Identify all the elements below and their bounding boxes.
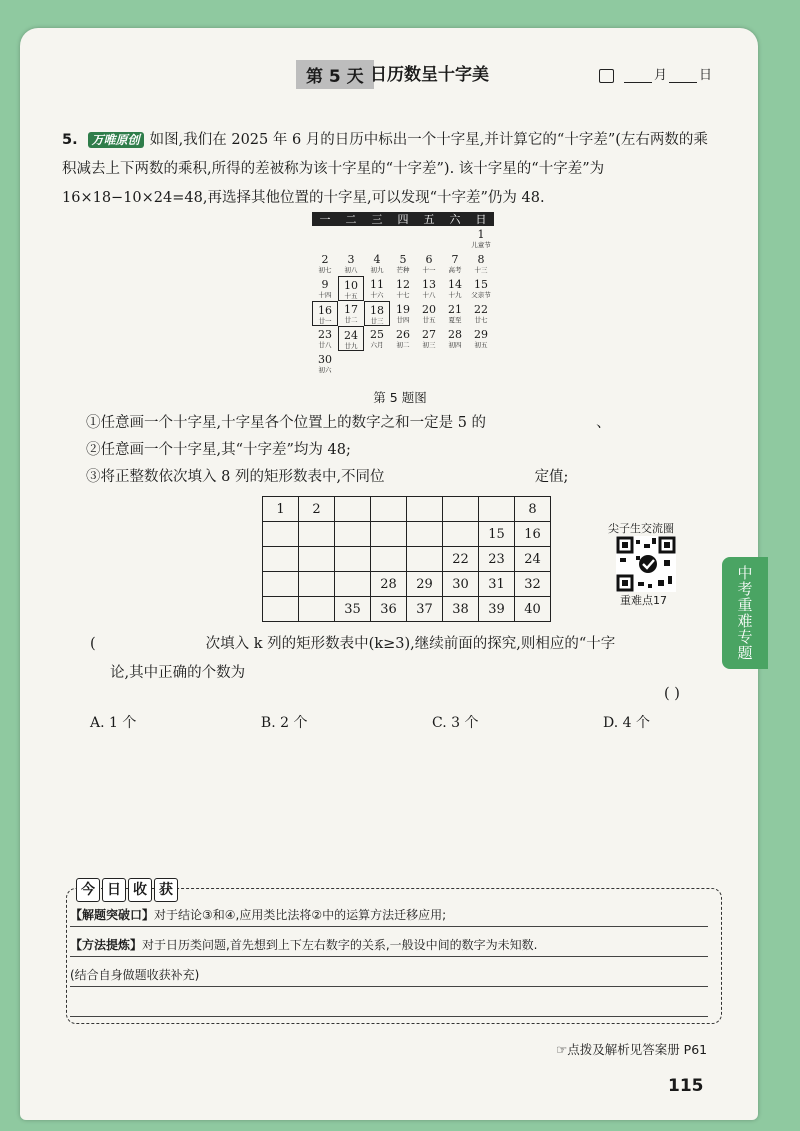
table-cell: [299, 597, 335, 622]
calendar-day-cell: [416, 251, 442, 276]
table-cell: 39: [479, 597, 515, 622]
lunar-label: 十四: [318, 291, 332, 299]
table-cell: [263, 572, 299, 597]
problem-text: [62, 126, 722, 213]
day-number: 17: [344, 303, 358, 316]
table-cell: [263, 522, 299, 547]
number-table: [262, 496, 551, 622]
lunar-label: 廿二: [344, 316, 358, 324]
table-cell: 35: [335, 597, 371, 622]
calendar-day-cell: [312, 276, 338, 301]
day-number: 15: [474, 278, 488, 291]
day-number: 5: [399, 253, 407, 266]
summary-line-1: 【解题突破口】对于结论③和④,应用类比法将②中的运算方法迁移应用;: [70, 904, 708, 927]
calendar-day-cell: [442, 251, 468, 276]
table-cell: [299, 522, 335, 547]
date-field: [599, 64, 712, 83]
summary-title: 今 日 收 获: [76, 878, 178, 902]
lunar-label: 初四: [448, 341, 462, 349]
lunar-label: 廿三: [370, 317, 384, 325]
calendar-day-cell: [468, 276, 494, 301]
table-cell: 24: [515, 547, 551, 572]
statement-3: ③将正整数依次填入 8 列的矩形数表中,不同位 定值;: [86, 469, 569, 485]
lunar-label: 十一: [422, 266, 436, 274]
lunar-label: 初七: [318, 266, 332, 274]
answer-blank[interactable]: ( ): [664, 686, 680, 702]
table-cell: [371, 497, 407, 522]
table-cell: 16: [515, 522, 551, 547]
calendar-day-cell: [390, 226, 416, 251]
lunar-label: 廿四: [396, 316, 410, 324]
calendar-day-cell: [442, 301, 468, 326]
calendar-day-cell: [416, 226, 442, 251]
calendar-day-cell: [364, 251, 390, 276]
calendar-day-cell: [390, 251, 416, 276]
day-number: 27: [422, 328, 436, 341]
weekday-label: 二: [345, 213, 357, 226]
weekday-label: 日: [475, 213, 487, 226]
table-cell: 32: [515, 572, 551, 597]
table-cell: [299, 572, 335, 597]
calendar-day-cell: [416, 276, 442, 301]
weekday-label: 四: [397, 213, 409, 226]
day-number: 2: [321, 253, 329, 266]
table-cell: 15: [479, 522, 515, 547]
day-number: 16: [318, 304, 332, 317]
lunar-label: 初八: [344, 266, 358, 274]
calendar-day-cell: [338, 326, 364, 351]
statements: [86, 410, 726, 491]
calendar-day-cell: [364, 226, 390, 251]
calendar-day-cell: [338, 301, 364, 326]
calendar-week-row: [312, 226, 494, 251]
calendar-week-row: [312, 276, 494, 301]
calendar-day-cell: [468, 226, 494, 251]
day-number: 24: [344, 329, 358, 342]
calendar-day-cell: [442, 326, 468, 351]
lunar-label: 六月: [370, 341, 384, 349]
lunar-label: 十六: [370, 291, 384, 299]
problem-body: 如图,我们在 2025 年 6 月的日历中标出一个十字星,并计算它的“十字差”(左右两数的乘积减去上下两数的乘积,所得的差被称为该十字星的“十字差”). 该十字星的“十字差”为 16×18−10×24=48,再选择其他位置的十字星,可以发现“十字差”仍为 48.: [62, 132, 708, 206]
weekday-label: 五: [423, 213, 435, 226]
statement-2: ②任意画一个十字星,其“十字差”均为 48;: [86, 442, 351, 458]
calendar-day-cell: [416, 351, 442, 376]
table-cell: 1: [263, 497, 299, 522]
table-cell: 30: [443, 572, 479, 597]
calendar-day-cell: [468, 301, 494, 326]
table-cell: 38: [443, 597, 479, 622]
lunar-label: 芒种: [396, 266, 410, 274]
lunar-label: 高考: [448, 266, 462, 274]
calendar-day-cell: [338, 276, 364, 301]
day-number: 25: [370, 328, 384, 341]
lunar-label: 夏至: [448, 316, 462, 324]
lunar-label: 儿童节: [471, 241, 491, 249]
choice-a[interactable]: A. 1 个: [90, 715, 137, 731]
calendar-day-cell: [312, 301, 338, 326]
day-number: 19: [396, 303, 410, 316]
table-cell: [407, 547, 443, 572]
table-row: [263, 572, 551, 597]
calendar-day-cell: [364, 301, 390, 326]
lunar-label: 父亲节: [471, 291, 491, 299]
lunar-label: 初三: [422, 341, 436, 349]
answer-reference: ☞点拨及解析见答案册 P61: [556, 1042, 708, 1057]
calendar-day-cell: [312, 326, 338, 351]
choice-d[interactable]: D. 4 个: [603, 715, 650, 731]
summary-line-2: 【方法提炼】对于日历类问题,首先想到上下左右数字的关系,一般设中间的数字为未知数.: [70, 934, 708, 957]
calendar-day-cell: [338, 351, 364, 376]
table-cell: [335, 547, 371, 572]
calendar-day-cell: [312, 251, 338, 276]
calendar-day-cell: [468, 351, 494, 376]
day-number: 4: [373, 253, 381, 266]
summary-line-4[interactable]: [70, 994, 708, 1017]
summary-line-3[interactable]: (结合自身做题收获补充): [70, 964, 708, 987]
calendar-week-row: [312, 326, 494, 351]
table-cell: [299, 547, 335, 572]
lunar-label: 廿五: [422, 316, 436, 324]
day-number: 23: [318, 328, 332, 341]
day-number: 13: [422, 278, 436, 291]
table-cell: 8: [515, 497, 551, 522]
calendar-weekday-header: [312, 212, 494, 226]
table-cell: [479, 497, 515, 522]
table-cell: [407, 497, 443, 522]
table-row: [263, 522, 551, 547]
answer-choices: [90, 712, 650, 732]
day-number: 10: [344, 279, 358, 292]
table-row: [263, 547, 551, 572]
day-number: 1: [477, 228, 485, 241]
calendar-day-cell: [442, 276, 468, 301]
table-cell: 23: [479, 547, 515, 572]
lunar-label: 十九: [448, 291, 462, 299]
calendar-day-cell: [312, 226, 338, 251]
calendar-week-row: [312, 301, 494, 326]
table-cell: [263, 597, 299, 622]
table-cell: [371, 522, 407, 547]
day-number: 29: [474, 328, 488, 341]
table-cell: [443, 497, 479, 522]
statement-4: ( 次填入 k 列的矩形数表中(k≥3),继续前面的探究,则相应的“十字 论,其中正确的个数为: [90, 636, 616, 681]
day-title: 日历数呈十字美: [370, 65, 489, 85]
day-number: 12: [396, 278, 410, 291]
calendar-day-cell: [364, 326, 390, 351]
day-number: 3: [347, 253, 355, 266]
table-cell: 37: [407, 597, 443, 622]
calendar-day-cell: [468, 326, 494, 351]
day-number: 11: [370, 278, 384, 291]
choice-b[interactable]: B. 2 个: [260, 715, 308, 731]
table-cell: 2: [299, 497, 335, 522]
calendar-day-cell: [442, 226, 468, 251]
page-header: [270, 56, 720, 86]
calendar-day-cell: [390, 351, 416, 376]
calendar-check-icon: [599, 69, 614, 83]
lunar-label: 廿七: [474, 316, 488, 324]
lunar-label: 初二: [396, 341, 410, 349]
day-number: 8: [477, 253, 485, 266]
qr-code-icon[interactable]: [616, 536, 676, 592]
lunar-label: 初九: [370, 266, 384, 274]
day-number: 14: [448, 278, 462, 291]
lunar-label: 廿一: [318, 317, 332, 325]
page-number: 115: [668, 1076, 704, 1096]
lunar-label: 十五: [344, 292, 358, 300]
lunar-label: 廿九: [344, 342, 358, 350]
day-number: 20: [422, 303, 436, 316]
day-number: 26: [396, 328, 410, 341]
lunar-label: 十八: [422, 291, 436, 299]
calendar-day-cell: [364, 276, 390, 301]
day-number: 6: [425, 253, 433, 266]
table-row: [263, 497, 551, 522]
table-cell: [335, 497, 371, 522]
problem-number: 5.: [62, 132, 78, 148]
table-cell: 31: [479, 572, 515, 597]
figure-caption: 第 5 题图: [373, 390, 427, 405]
table-cell: [371, 547, 407, 572]
month-blank[interactable]: [624, 68, 652, 83]
lunar-label: 廿八: [318, 341, 332, 349]
calendar-body: [312, 226, 494, 376]
calendar-day-cell: [312, 351, 338, 376]
calendar-week-row: [312, 251, 494, 276]
calendar-day-cell: [390, 326, 416, 351]
table-row: [263, 597, 551, 622]
day-number: 9: [321, 278, 329, 291]
day-number: 22: [474, 303, 488, 316]
calendar-day-cell: [442, 351, 468, 376]
lunar-label: 初六: [318, 366, 332, 374]
day-number: 30: [318, 353, 332, 366]
calendar-day-cell: [416, 326, 442, 351]
side-tab[interactable]: 中考重难专题: [722, 557, 768, 669]
day-number: 18: [370, 304, 384, 317]
table-cell: 22: [443, 547, 479, 572]
table-cell: [335, 572, 371, 597]
calendar-figure: [312, 212, 494, 376]
calendar-day-cell: [338, 251, 364, 276]
day-number: 7: [451, 253, 459, 266]
table-cell: 29: [407, 572, 443, 597]
day-blank[interactable]: [669, 68, 697, 83]
calendar-day-cell: [338, 226, 364, 251]
qr-caption: 重难点17: [620, 594, 667, 607]
calendar-day-cell: [390, 301, 416, 326]
choice-c[interactable]: C. 3 个: [431, 715, 479, 731]
table-cell: 28: [371, 572, 407, 597]
lunar-label: 初五: [474, 341, 488, 349]
calendar-day-cell: [468, 251, 494, 276]
table-cell: [263, 547, 299, 572]
weekday-label: 三: [371, 213, 383, 226]
statement-1: ①任意画一个十字星,十字星各个位置上的数字之和一定是 5 的 、: [86, 415, 611, 431]
lunar-label: 十三: [474, 266, 488, 274]
original-badge: 万唯原创: [88, 132, 144, 148]
day-number: 21: [448, 303, 462, 316]
calendar-week-row: [312, 351, 494, 376]
day-label: 第 5 天: [296, 60, 374, 89]
weekday-label: 一: [319, 213, 331, 226]
day-number: 28: [448, 328, 462, 341]
table-cell: [443, 522, 479, 547]
weekday-label: 六: [449, 213, 461, 226]
calendar-day-cell: [390, 276, 416, 301]
lunar-label: 十七: [396, 291, 410, 299]
table-cell: 36: [371, 597, 407, 622]
qr-label: 尖子生交流圈: [608, 522, 674, 535]
month-label: 月: [653, 68, 667, 83]
day-label-text: 日: [698, 68, 712, 83]
table-cell: [407, 522, 443, 547]
table-cell: [335, 522, 371, 547]
table-cell: 40: [515, 597, 551, 622]
calendar-day-cell: [416, 301, 442, 326]
calendar-day-cell: [364, 351, 390, 376]
